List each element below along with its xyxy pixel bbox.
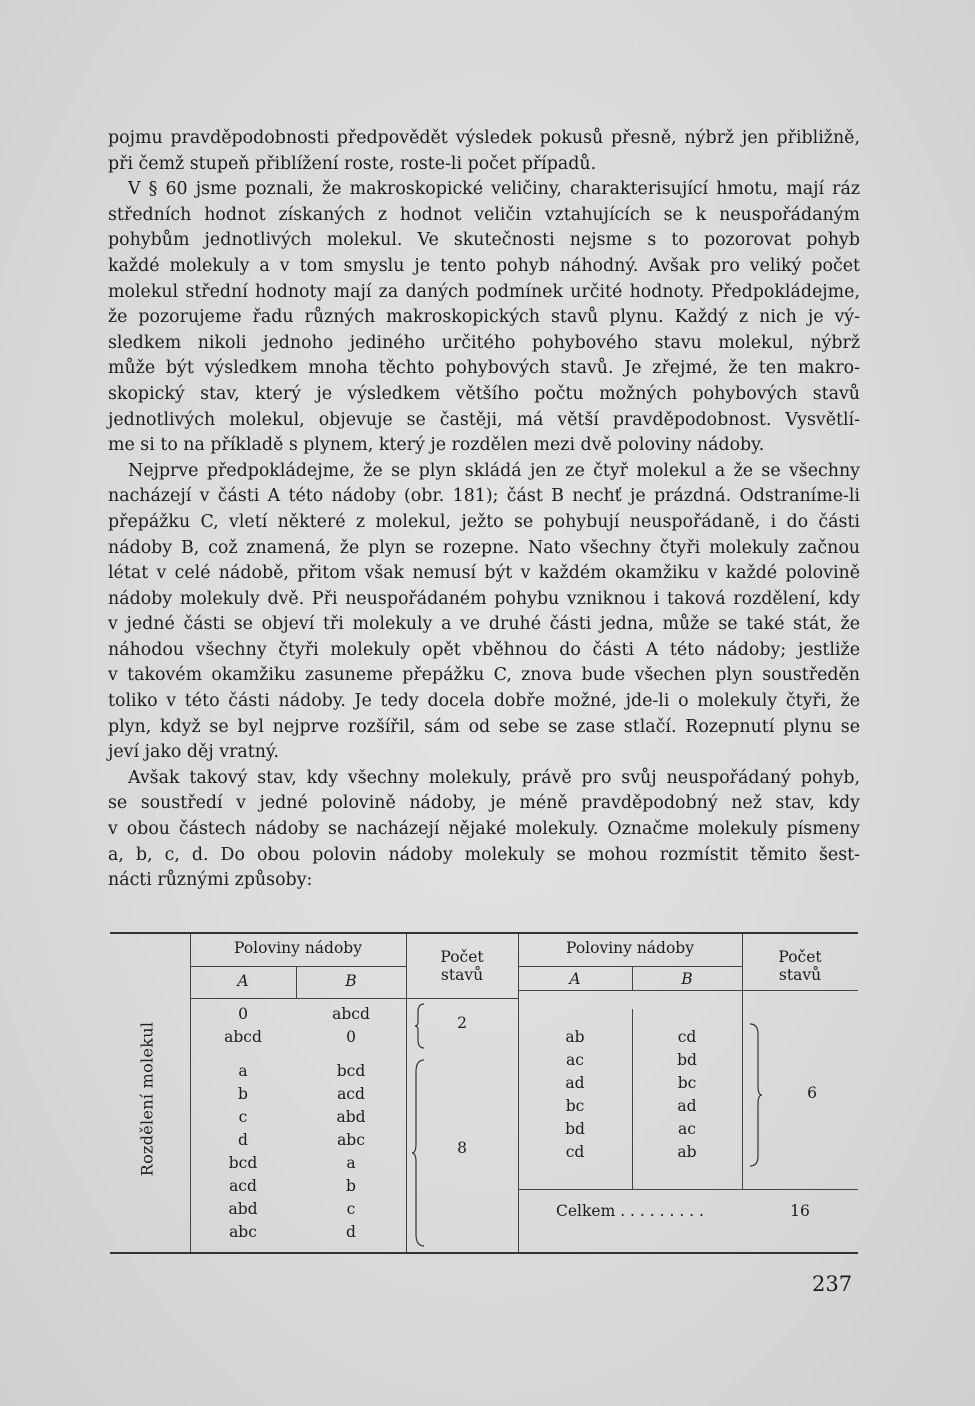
page-number: 237 — [812, 1272, 853, 1296]
table-cell: acd — [229, 1177, 257, 1195]
text-line: v obou částech nádoby se nacházejí nějaké molekuly. Označme molekuly písmeny — [108, 819, 860, 840]
table-cell: a — [238, 1062, 248, 1080]
text-line: středních hodnot získaných z hodnot veličin vztahujících se k neuspořádaným — [108, 204, 860, 225]
count-header-right-2: stavů — [778, 966, 822, 984]
table-cell: b — [346, 1177, 356, 1195]
table-cell: bc — [677, 1074, 697, 1092]
col-b-right: B — [681, 970, 693, 988]
table-cell: abd — [228, 1200, 258, 1218]
brace-right — [746, 1022, 764, 1168]
text-line: Nejprve předpokládejme, že se plyn skládá jen ze čtyř molekul a že se všechny — [128, 460, 860, 481]
count-header-left-2: stavů — [440, 966, 484, 984]
table-cell: abcd — [332, 1005, 370, 1023]
left-group1-b — [296, 1003, 406, 1049]
col-a-left: A — [237, 972, 249, 990]
table-cell: bc — [565, 1097, 585, 1115]
text-line: že pozorujeme řadu různých makroskopických stavů plynu. Každý z nich je vý- — [108, 307, 860, 328]
right-count: 6 — [807, 1084, 817, 1102]
table-cell: a — [346, 1154, 356, 1172]
table-cell: d — [238, 1131, 248, 1149]
table-cell: bd — [677, 1051, 697, 1069]
text-line: v takovém okamžiku zasuneme přepážku C, znova bude všechen plyn soustředěn — [108, 665, 860, 686]
table-cell: abcd — [224, 1028, 262, 1046]
brace-group1 — [414, 1002, 428, 1050]
total-label: Celkem . . . . . . . . . — [556, 1202, 704, 1220]
table-cell: abd — [336, 1108, 366, 1126]
text-line: se soustředí v jedné polovině nádoby, je méně pravděpodobný než stav, kdy — [108, 793, 860, 814]
table-cell: d — [346, 1223, 356, 1241]
text-line: V § 60 jsme poznali, že makroskopické veličiny, charakterisující hmotu, mají ráz — [128, 179, 860, 200]
text-line: může být výsledkem mnoha těchto pohybových stavů. Je zřejmé, že ten makro- — [108, 358, 860, 379]
table-cell: cd — [565, 1143, 585, 1161]
table-cell: bcd — [228, 1154, 258, 1172]
halves-header-right: Poloviny nádoby — [566, 939, 694, 957]
body-text — [108, 126, 860, 894]
text-line: a, b, c, d. Do obou polovin nádoby molekuly se mohou rozmístit těmito šest- — [108, 844, 860, 865]
table-cell: b — [238, 1085, 248, 1103]
text-line: při čemž stupeň přiblížení roste, roste-li počet případů. — [108, 153, 597, 174]
table-cell: c — [238, 1108, 248, 1126]
text-line: každé molekuly a v tom smyslu je tento pohyb náhodný. Avšak pro veliký počet — [108, 255, 860, 276]
right-a — [518, 1026, 632, 1164]
left-group1-a — [190, 1003, 296, 1049]
left-group1-count: 2 — [457, 1014, 467, 1032]
count-header-left: Počet — [440, 948, 484, 966]
table-cell: abc — [337, 1131, 365, 1149]
text-line: v jedné části se objeví tři molekuly a ve druhé části jedna, může se také stát, že — [108, 614, 860, 635]
table-cell: ac — [566, 1051, 584, 1069]
count-header-right: Počet — [778, 948, 822, 966]
text-line: pohybům jednotlivých molekul. Ve skutečnosti nejsme s to pozorovat pohyb — [108, 230, 860, 251]
table-cell: ac — [678, 1120, 696, 1138]
right-b — [632, 1026, 742, 1164]
text-line: nácti různými způsoby: — [108, 870, 313, 891]
table-cell: bd — [565, 1120, 585, 1138]
text-line: plyn, když se byl nejprve rozšířil, sám od sebe se zase stlačí. Rozepnutí plynu se — [108, 716, 860, 737]
left-group2-count: 8 — [457, 1139, 467, 1157]
text-line: nádoby B, což znamená, že plyn se rozepne. Nato všechny čtyři molekuly začnou — [108, 537, 860, 558]
brace-group2 — [410, 1058, 428, 1248]
left-group2-b — [296, 1060, 406, 1244]
text-line: létat v celé nádobě, přitom však nemusí být v každém okamžiku v každé polovině — [108, 563, 860, 584]
text-line: nacházejí v části A této nádoby (obr. 181); část B nechť je prázdná. Odstraníme-li — [108, 486, 860, 507]
col-b-left: B — [345, 972, 357, 990]
text-line: skopický stav, který je výsledkem většího počtu možných pohybových stavů — [108, 383, 860, 404]
table-cell: 0 — [346, 1028, 356, 1046]
table-cell: ad — [677, 1097, 697, 1115]
table-cell: cd — [677, 1028, 697, 1046]
text-line: toliko v této části nádoby. Je tedy docela dobře možné, jde-li o molekuly čtyři, že — [108, 691, 860, 712]
text-line: nádoby molekuly dvě. Při neuspořádaném pohybu vzniknou i taková rozdělení, kdy — [108, 588, 860, 609]
text-line: pojmu pravděpodobnosti předpovědět výsledek pokusů přesně, nýbrž jen přibližně, — [108, 128, 860, 148]
text-line: jeví jako děj vratný. — [108, 742, 279, 763]
table-cell: ab — [677, 1143, 697, 1161]
text-line: me si to na příkladě s plynem, který je rozdělen mezi dvě poloviny nádoby. — [108, 435, 765, 456]
table-cell: ad — [565, 1074, 585, 1092]
table-cell: acd — [337, 1085, 365, 1103]
row-header: Rozdělení molekul — [137, 1021, 157, 1177]
distribution-table — [110, 932, 858, 1254]
total-value: 16 — [790, 1202, 810, 1220]
table-cell: 0 — [238, 1005, 248, 1023]
table-cell: abc — [229, 1223, 257, 1241]
left-group2-a — [190, 1060, 296, 1244]
text-line: náhodou všechny čtyři molekuly opět vběhnou do části A této nádoby; jestliže — [108, 639, 860, 660]
table-cell: ab — [565, 1028, 585, 1046]
text-line: molekul střední hodnoty mají za daných podmínek určité hodnoty. Předpokládejme, — [108, 281, 860, 302]
col-a-right: A — [569, 970, 581, 988]
text-line: Avšak takový stav, kdy všechny molekuly, právě pro svůj neuspořádaný pohyb, — [128, 767, 860, 788]
halves-header-left: Poloviny nádoby — [234, 939, 362, 957]
table-cell: bcd — [336, 1062, 366, 1080]
text-line: sledkem nikoli jednoho jediného určitého pohybového stavu molekul, nýbrž — [108, 332, 860, 353]
text-line: přepážku C, vletí některé z molekul, ježto se pohybují neuspořádaně, i do části — [108, 511, 860, 532]
text-line: jednotlivých molekul, objevuje se častěji, má větší pravděpodobnost. Vysvětlí- — [108, 409, 860, 430]
table-cell: c — [346, 1200, 356, 1218]
